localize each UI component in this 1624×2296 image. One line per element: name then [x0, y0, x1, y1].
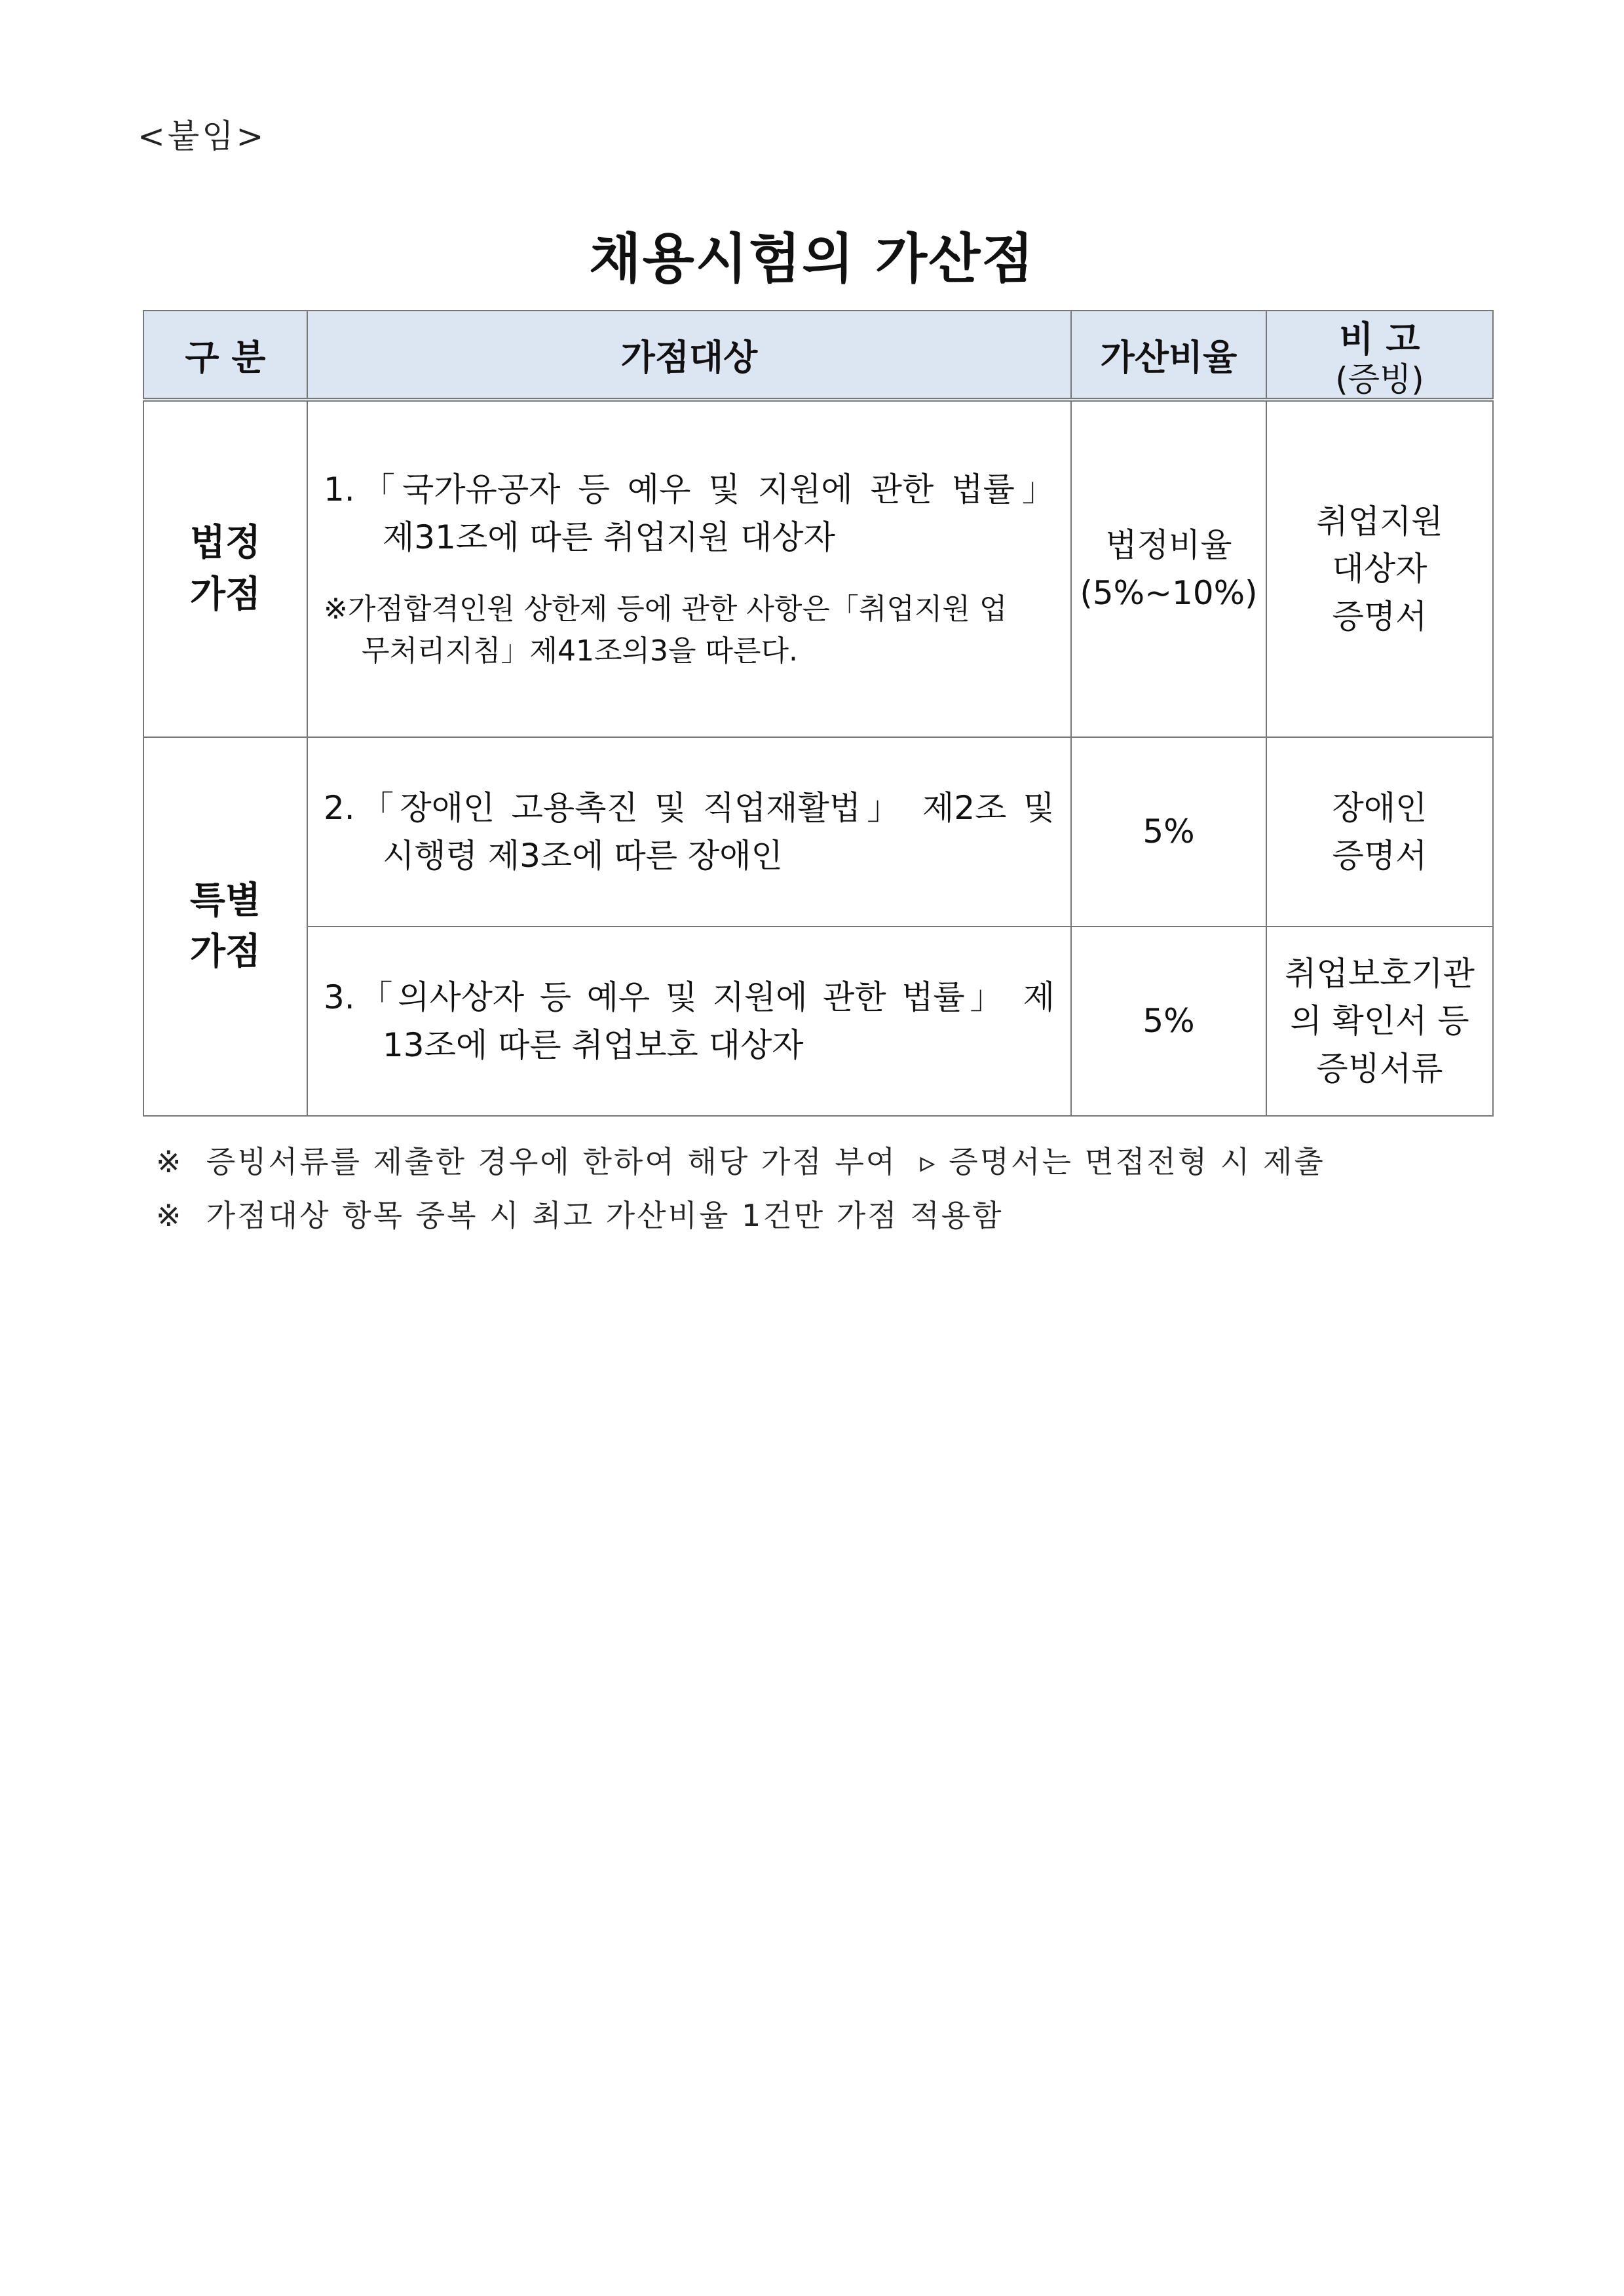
bonus-points-table	[143, 310, 1494, 1117]
header-target: 가점대상	[307, 311, 1071, 400]
note-cell: 장애인 증명서	[1266, 737, 1493, 927]
target-cell	[307, 400, 1071, 737]
attachment-label: <붙임>	[138, 117, 267, 155]
note-cell: 취업보호기관 의 확인서 등 증빙서류	[1266, 927, 1493, 1116]
item-line: 2.「장애인 고용촉진 및 직업재활법」 제2조 및	[324, 789, 1055, 827]
category-statutory: 법정 가점	[143, 400, 307, 737]
rate-cell: 5%	[1071, 737, 1266, 927]
item-line: 3.「의사상자 등 예우 및 지원에 관한 법률」 제	[324, 978, 1055, 1016]
target-cell	[307, 927, 1071, 1116]
rate-cell: 법정비율 (5%~10%)	[1071, 400, 1266, 737]
header-note-sub: (증빙)	[1335, 360, 1424, 398]
category-special: 특별 가점	[143, 737, 307, 1116]
footnotes	[156, 1135, 1325, 1242]
header-note-label: 비 고	[1339, 318, 1420, 360]
note-cell: 취업지원 대상자 증명서	[1266, 400, 1493, 737]
footnote-line: ※ 가점대상 항목 중복 시 최고 가산비율 1건만 가점 적용함	[156, 1198, 1004, 1233]
remark-line-cont: 무처리지침」제41조의3을 따른다.	[362, 634, 799, 668]
table-header-row	[143, 311, 1493, 400]
rate-cell: 5%	[1071, 927, 1266, 1116]
item-line: 1.「국가유공자 등 예우 및 지원에 관한 법률」	[324, 470, 1055, 509]
item-line-cont: 시행령 제3조에 따른 장애인	[383, 836, 783, 875]
header-note	[1266, 311, 1493, 400]
target-cell	[307, 737, 1071, 927]
header-category: 구 분	[143, 311, 307, 400]
table-row	[143, 927, 1493, 1116]
item-line-cont: 제31조에 따른 취업지원 대상자	[383, 518, 835, 556]
header-rate: 가산비율	[1071, 311, 1266, 400]
item-line-cont: 13조에 따른 취업보호 대상자	[383, 1025, 804, 1064]
document-title: 채용시험의 가산점	[589, 228, 1035, 290]
table-row	[143, 400, 1493, 737]
footnote-line: ※ 증빙서류를 제출한 경우에 한하여 해당 가점 부여 ▹ 증명서는 면접전형 시 제출	[156, 1144, 1325, 1179]
table-row	[143, 737, 1493, 927]
remark-line: ※가점합격인원 상한제 등에 관한 사항은「취업지원 업	[324, 592, 1008, 626]
